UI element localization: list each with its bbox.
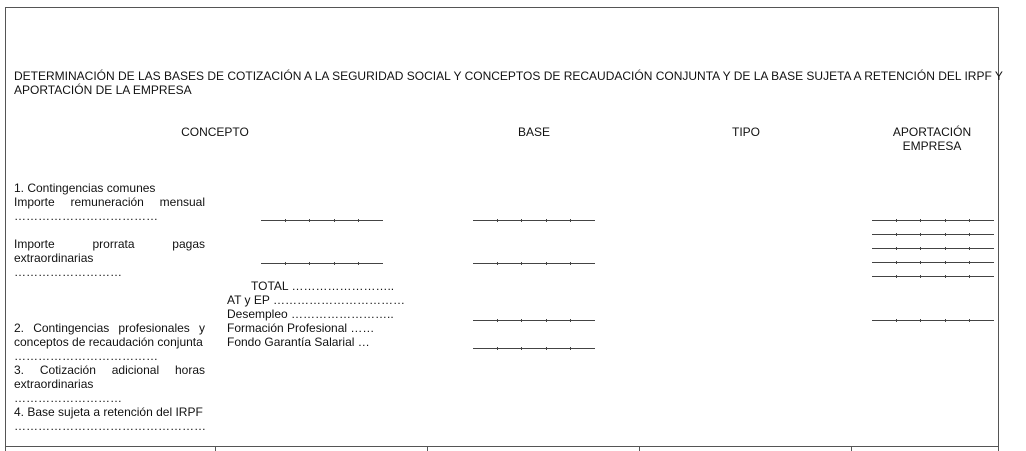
concepto-field-remuneracion[interactable] — [261, 220, 383, 221]
base-field-remuneracion[interactable] — [473, 220, 595, 221]
aportacion-field-5[interactable] — [872, 276, 994, 277]
concept-prorrata-dots: ……………………… — [14, 265, 122, 279]
concept-1-title: 1. Contingencias comunes — [14, 181, 156, 195]
aportacion-field-2[interactable] — [872, 234, 994, 235]
header-aportacion-line2: EMPRESA — [902, 139, 962, 153]
concept-3-label: 3. Cotización adicional horas — [14, 363, 205, 377]
subconcept-at-ep: AT y EP …………………………… — [227, 293, 406, 307]
column-separator — [5, 446, 6, 451]
column-separator — [427, 446, 428, 451]
concept-4-label: 4. Base sujeta a retención del IRPF — [14, 405, 203, 419]
aportacion-field-3[interactable] — [872, 248, 994, 249]
concept-1-remuneracion-dots: ……………………………… — [14, 209, 158, 223]
concept-1-remuneracion-label: Importe remuneración mensual — [14, 195, 205, 209]
concept-3-dots: ……………………… — [14, 391, 122, 405]
column-separator — [639, 446, 640, 451]
concept-2 — [14, 321, 205, 363]
form-title: DETERMINACIÓN DE LAS BASES DE COTIZACIÓN A LA SEGURIDAD SOCIAL Y CONCEPTOS DE RECAUDACIÓN CONJUNTA Y DE LA BASE SUJETA A RETENCIÓN DEL IRPF Y APORTACIÓN DE LA EMPRESA — [14, 69, 1003, 97]
concept-3 — [14, 363, 205, 405]
base-field-horas-extraordinarias[interactable] — [473, 348, 595, 349]
concept-2-label: 2. Contingencias profesionales y — [14, 321, 205, 335]
concept-prorrata-label-2: extraordinarias — [14, 251, 94, 265]
subconcept-total: TOTAL …………………….. — [251, 279, 395, 293]
concept-prorrata — [14, 237, 205, 279]
concepto-field-prorrata[interactable] — [261, 263, 383, 264]
base-field-contingencias-profesionales[interactable] — [473, 320, 595, 321]
subconcept-desempleo: Desempleo …………………….. — [227, 307, 394, 321]
concept-4-dots: ………………………………………… — [14, 419, 206, 433]
column-separator — [998, 446, 999, 451]
header-base: BASE — [517, 125, 550, 139]
concept-prorrata-label: Importe prorrata pagas — [14, 237, 205, 251]
concept-2-dots: ……………………………… — [14, 349, 158, 363]
header-concepto: CONCEPTO — [181, 125, 249, 139]
column-separator — [851, 446, 852, 451]
concept-1-remuneracion — [14, 195, 205, 223]
header-tipo: TIPO — [731, 125, 760, 139]
aportacion-field-6[interactable] — [872, 320, 994, 321]
aportacion-field-4[interactable] — [872, 262, 994, 263]
header-aportacion-line1: APORTACIÓN — [892, 125, 972, 139]
column-separator — [215, 446, 216, 451]
header-aportacion-empresa — [872, 125, 992, 153]
bottom-rule — [5, 446, 999, 447]
subconcept-formacion-profesional: Formación Profesional …… — [227, 321, 375, 335]
subconcept-fondo-garantia-salarial: Fondo Garantía Salarial … — [227, 335, 370, 349]
concept-2-label-2: conceptos de recaudación conjunta — [14, 335, 203, 349]
aportacion-field-1[interactable] — [872, 220, 994, 221]
base-field-prorrata[interactable] — [473, 263, 595, 264]
concept-3-label-2: extraordinarias — [14, 377, 94, 391]
